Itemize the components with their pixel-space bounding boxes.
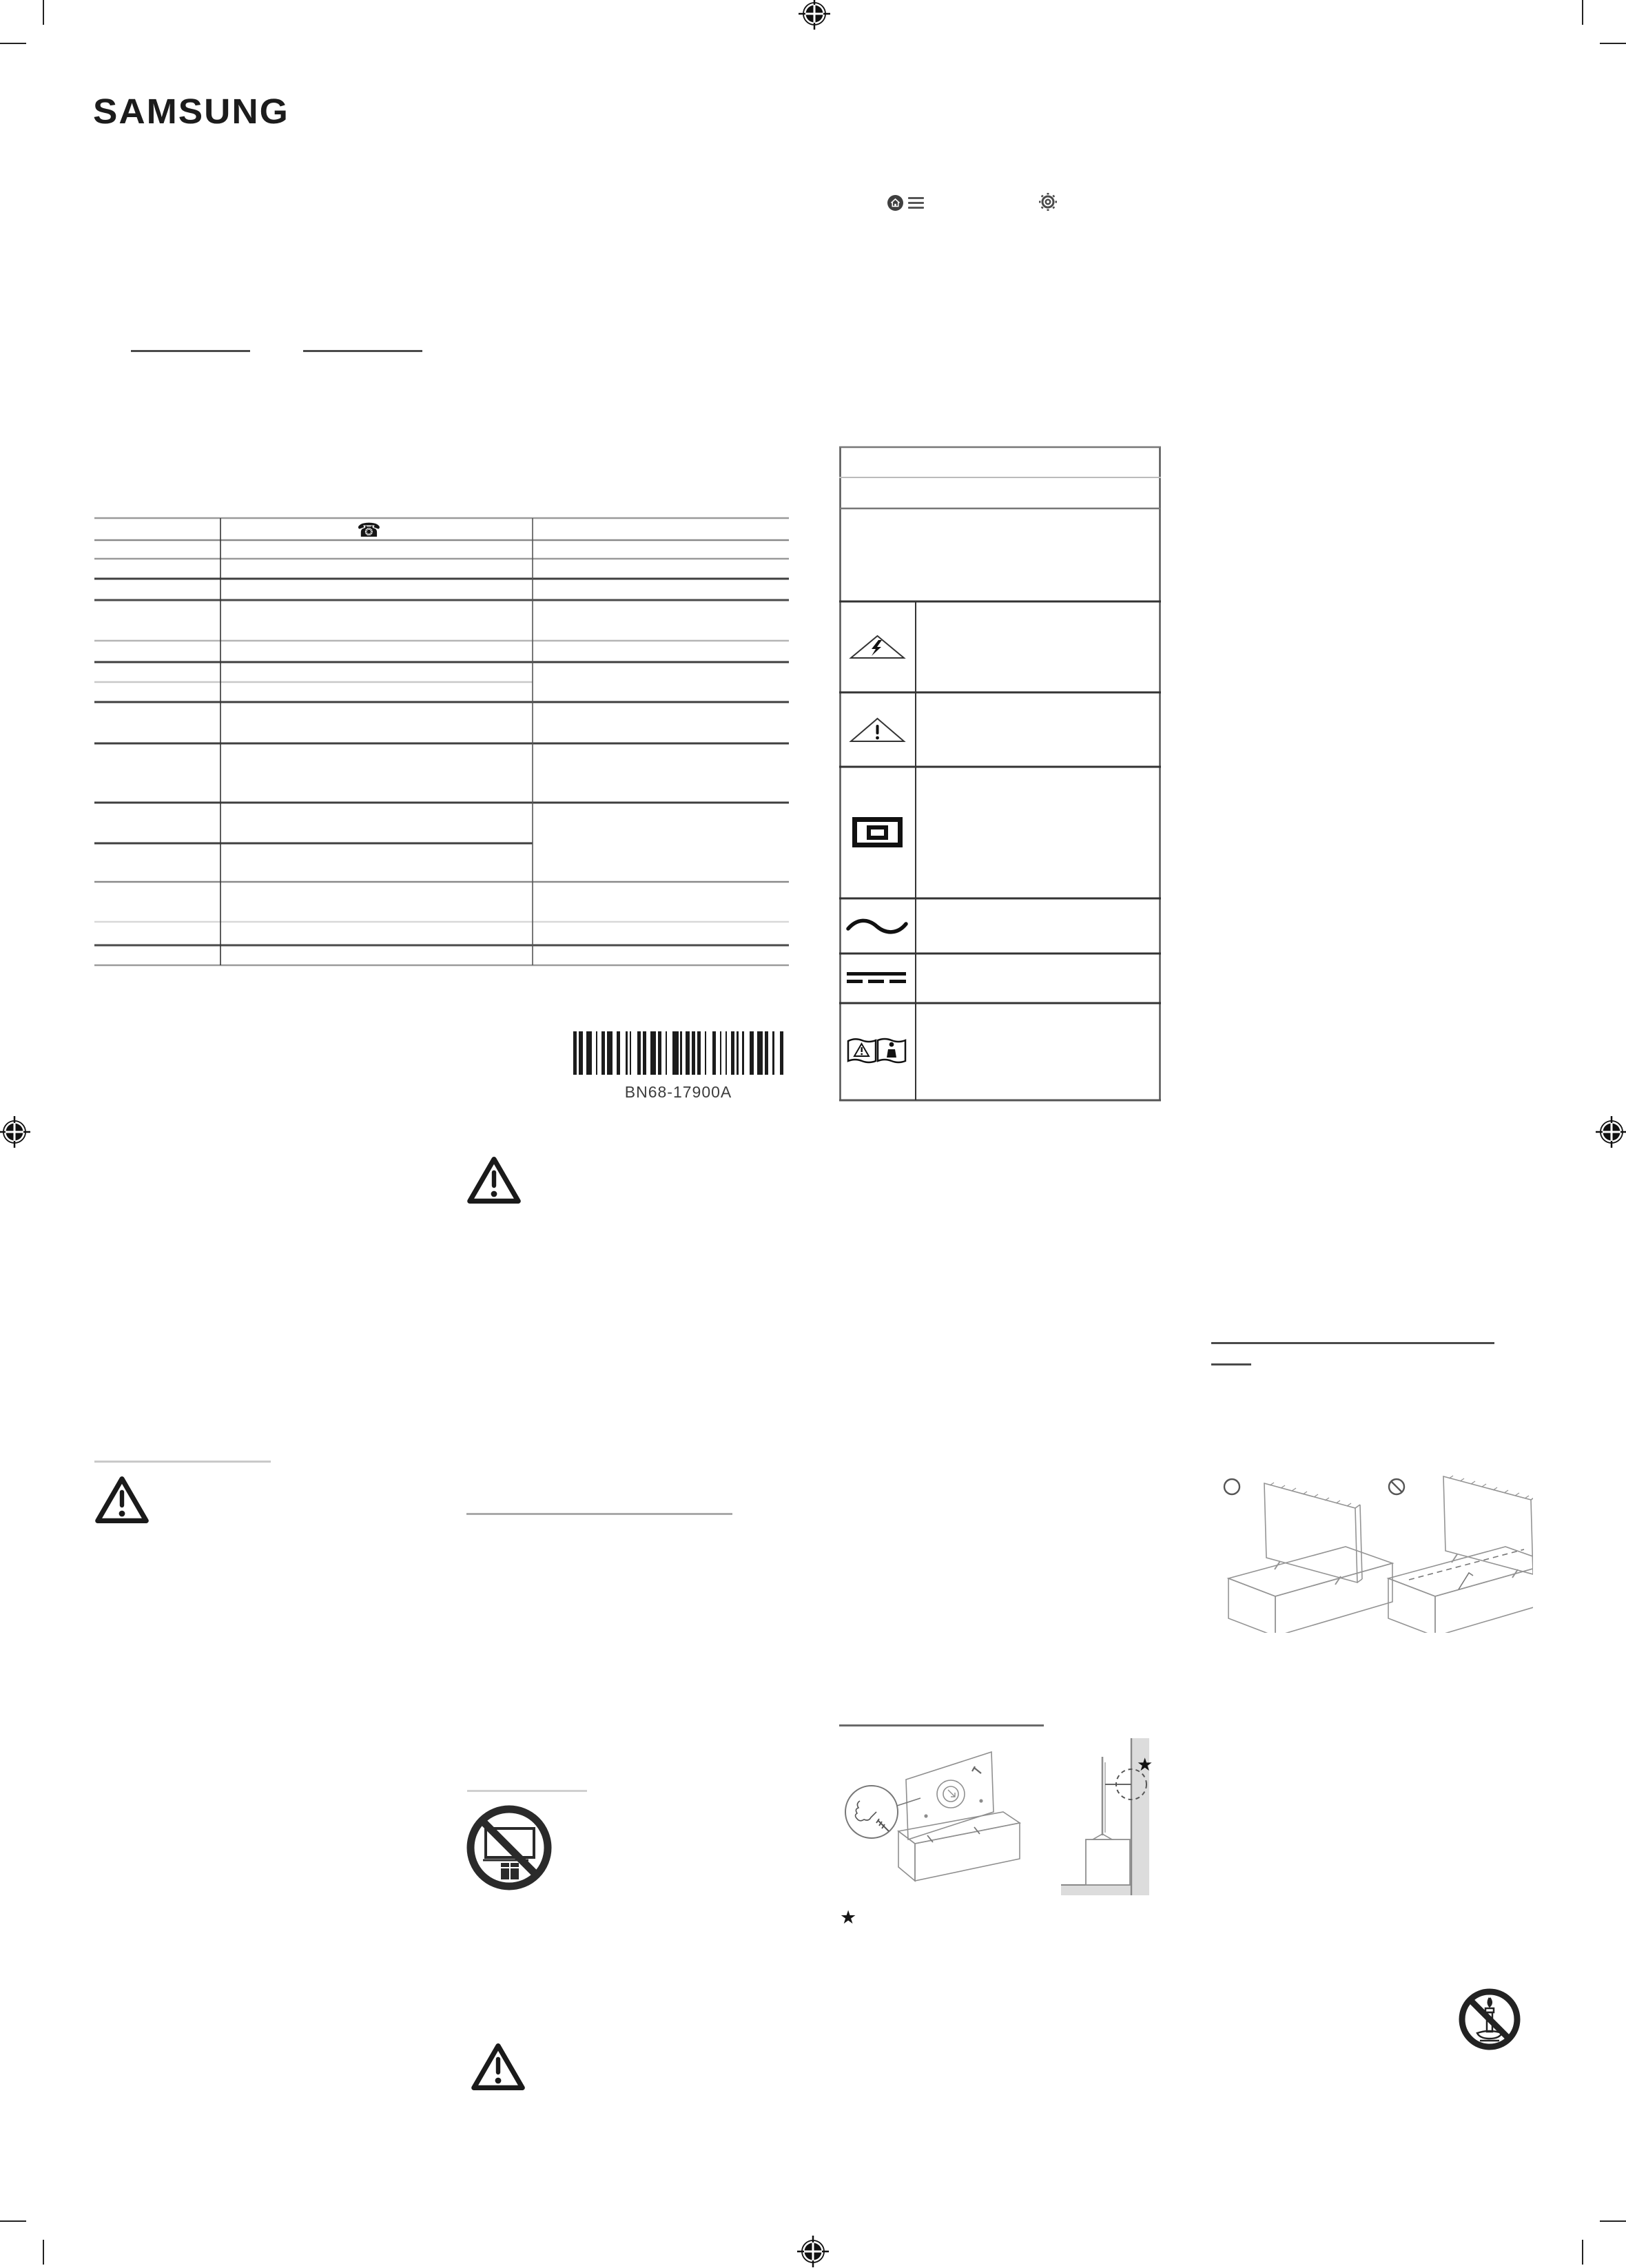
wall-mount-screw-illustration — [845, 1752, 1020, 1881]
safety-symbols-table — [839, 444, 1161, 1103]
wall-mount-heading-rule — [839, 1724, 1044, 1726]
hamburger-menu-icon — [908, 197, 924, 212]
registration-mark-left — [0, 1115, 31, 1148]
trim-mark-top-left-h — [0, 43, 26, 44]
gear-icon — [1038, 192, 1058, 212]
samsung-logo: SAMSUNG — [93, 92, 289, 132]
no-candle-icon — [1457, 1987, 1522, 2052]
mid-section-rule — [466, 1513, 732, 1515]
no-tv-on-cart-icon — [465, 1804, 553, 1892]
trim-mark-bottom-left-h — [0, 2220, 26, 2222]
right-heading-underline-short — [1211, 1363, 1251, 1365]
trim-mark-bottom-right-v — [1582, 2240, 1583, 2265]
double-insulation-icon — [855, 820, 901, 845]
footnote-star: ★ — [840, 1907, 857, 1928]
barcode-label: BN68-17900A — [624, 1083, 732, 1101]
no-tv-section-rule — [467, 1790, 587, 1792]
tv-placement-correct-illustration — [1224, 1479, 1392, 1633]
trim-mark-top-left-v — [43, 0, 44, 25]
registration-mark-right — [1595, 1115, 1626, 1148]
alternating-current-icon — [848, 920, 906, 931]
trim-mark-top-right-h — [1600, 43, 1626, 44]
heading-underline-left — [131, 350, 250, 352]
high-voltage-warning-icon — [851, 636, 904, 658]
trim-mark-bottom-right-h — [1600, 2220, 1626, 2222]
warning-triangle-mid — [466, 1155, 522, 1206]
left-section-rule — [94, 1461, 271, 1463]
telephone-icon: ☎ — [357, 519, 381, 541]
home-icon — [887, 194, 904, 212]
direct-current-icon — [847, 972, 906, 983]
trim-mark-top-right-v — [1582, 0, 1583, 25]
trim-mark-bottom-left-v — [43, 2240, 44, 2265]
heading-underline-right — [303, 350, 422, 352]
barcode — [573, 1031, 783, 1075]
clearance-star: ★ — [1137, 1755, 1153, 1775]
support-contact-table — [94, 513, 789, 969]
registration-mark-top — [798, 0, 831, 30]
right-heading-underline-long — [1211, 1342, 1494, 1344]
warning-triangle-left — [94, 1474, 150, 1525]
caution-warning-icon — [851, 719, 904, 741]
tv-placement-incorrect-illustration — [1388, 1476, 1533, 1633]
registration-mark-bottom — [796, 2235, 830, 2268]
warning-triangle-bottom — [471, 2041, 526, 2092]
wall-clearance-illustration — [1061, 1738, 1153, 1895]
wall-mount-illustrations — [839, 1735, 1156, 1904]
refer-to-manual-icon — [848, 1039, 905, 1062]
tv-placement-illustrations — [1209, 1464, 1533, 1633]
